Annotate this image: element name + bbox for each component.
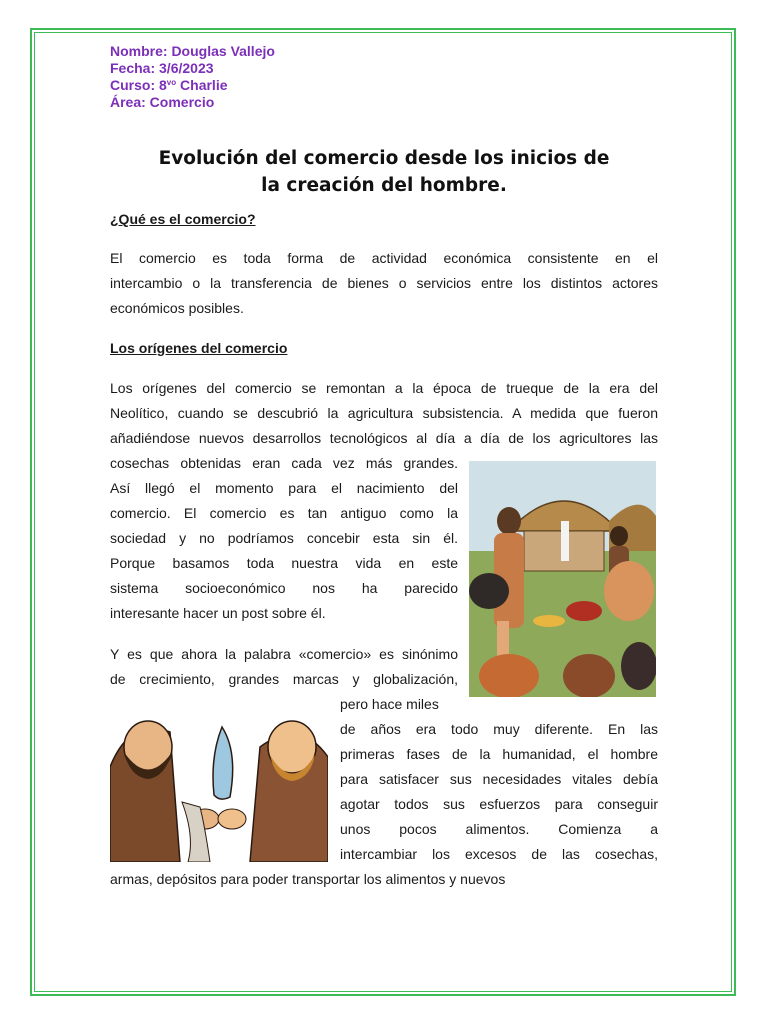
neolithic-village-illustration (469, 461, 656, 697)
section-heading-what-is-commerce: ¿Qué es el comercio? (110, 211, 256, 227)
village-scene-drawing (469, 461, 656, 697)
section-heading-origins: Los orígenes del comercio (110, 340, 288, 356)
student-name: Nombre: Douglas Vallejo (110, 43, 275, 59)
cavemen-trade-illustration (110, 707, 328, 862)
student-info (110, 43, 275, 111)
student-course: Curso: $8^{vo}$ Charlie (110, 77, 228, 93)
cavemen-drawing (110, 707, 328, 862)
document-title: Evolución del comercio desde los inicios de la creación del hombre. (158, 148, 610, 196)
student-date: Fecha: 3/6/2023 (110, 60, 214, 76)
student-area: Área: Comercio (110, 94, 215, 110)
